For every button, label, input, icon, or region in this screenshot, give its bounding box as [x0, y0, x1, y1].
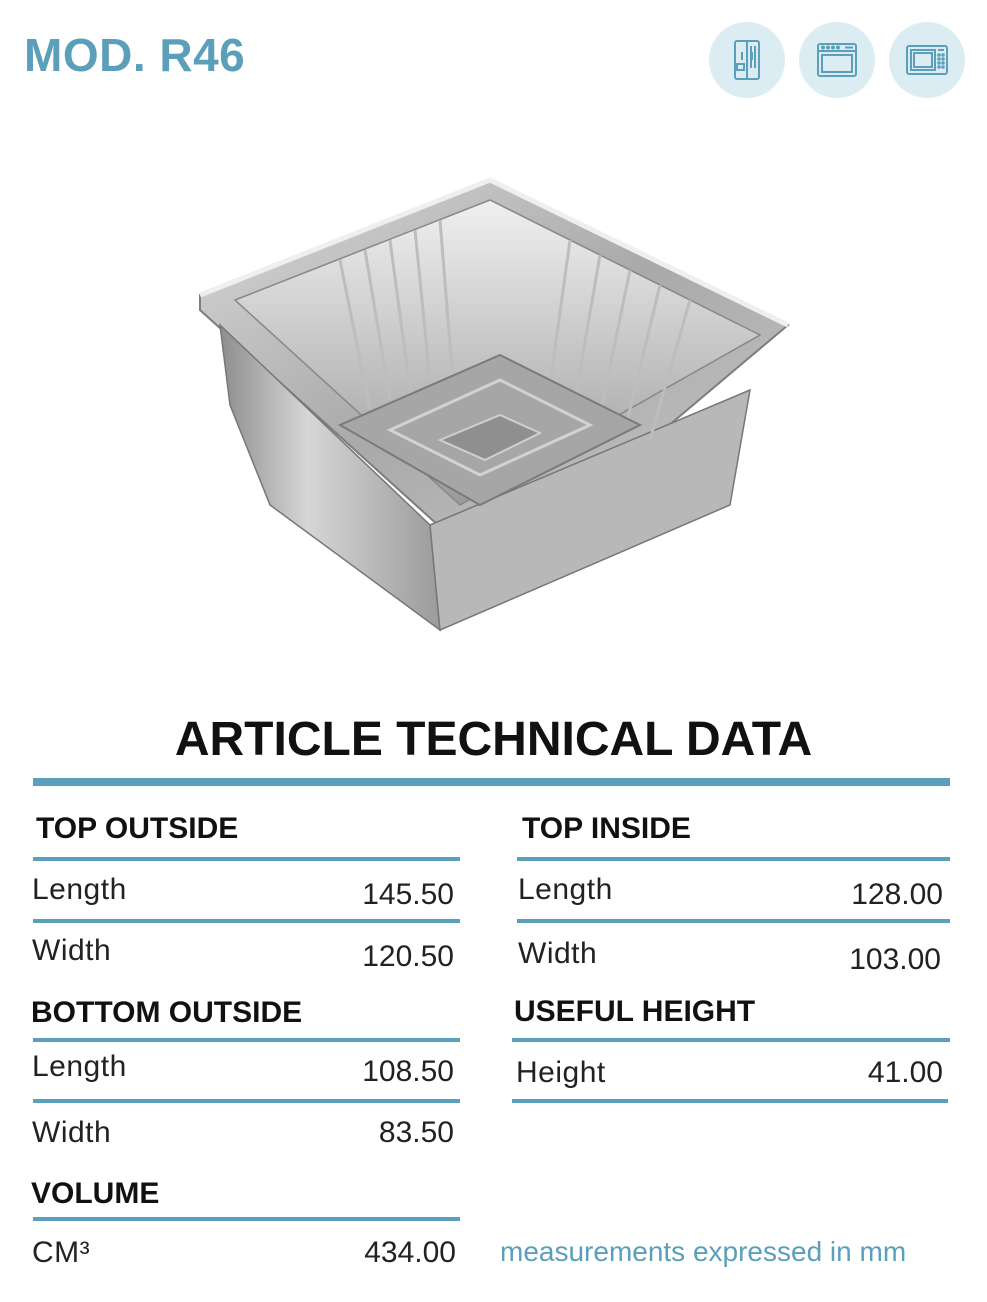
useful-height-title: USEFUL HEIGHT	[514, 995, 756, 1028]
technical-data-heading: ARTICLE TECHNICAL DATA	[174, 713, 813, 766]
divider	[517, 919, 950, 923]
bottom-outside-length-label: Length	[32, 1050, 127, 1083]
divider	[512, 1038, 950, 1042]
top-inside-width-value: 103.00	[849, 943, 941, 976]
divider	[33, 1038, 460, 1042]
volume-value: 434.00	[364, 1236, 456, 1269]
top-outside-title: TOP OUTSIDE	[36, 812, 239, 845]
divider	[517, 857, 950, 861]
top-inside-title: TOP INSIDE	[522, 812, 691, 845]
product-title: MOD. R46	[24, 29, 246, 81]
top-outside-width-label: Width	[32, 934, 112, 967]
useful-height-label: Height	[516, 1056, 606, 1089]
bottom-outside-width-value: 83.50	[378, 1116, 454, 1149]
divider	[33, 1099, 460, 1103]
divider	[512, 1099, 948, 1103]
oven-icon	[799, 22, 875, 98]
bottom-outside-length-value: 108.50	[362, 1055, 454, 1088]
useful-height-value: 41.00	[867, 1056, 943, 1089]
top-outside-length-value: 145.50	[362, 878, 454, 911]
refrigerator-icon	[709, 22, 785, 98]
volume-title: VOLUME	[31, 1177, 160, 1210]
top-inside-length-label: Length	[518, 873, 613, 906]
top-outside-width-value: 120.50	[362, 940, 454, 973]
top-outside-length-label: Length	[32, 873, 127, 906]
divider	[33, 857, 460, 861]
bottom-outside-width-label: Width	[32, 1116, 112, 1149]
microwave-icon	[889, 22, 965, 98]
top-inside-width-label: Width	[518, 937, 598, 970]
bottom-outside-title: BOTTOM OUTSIDE	[31, 996, 303, 1029]
volume-label: CM³	[32, 1236, 91, 1269]
measurement-note: measurements expressed in mm	[500, 1236, 907, 1267]
divider	[33, 1217, 460, 1221]
divider	[33, 919, 460, 923]
aluminium-tray-image	[190, 175, 800, 645]
heading-divider	[33, 778, 950, 786]
top-inside-length-value: 128.00	[851, 878, 943, 911]
